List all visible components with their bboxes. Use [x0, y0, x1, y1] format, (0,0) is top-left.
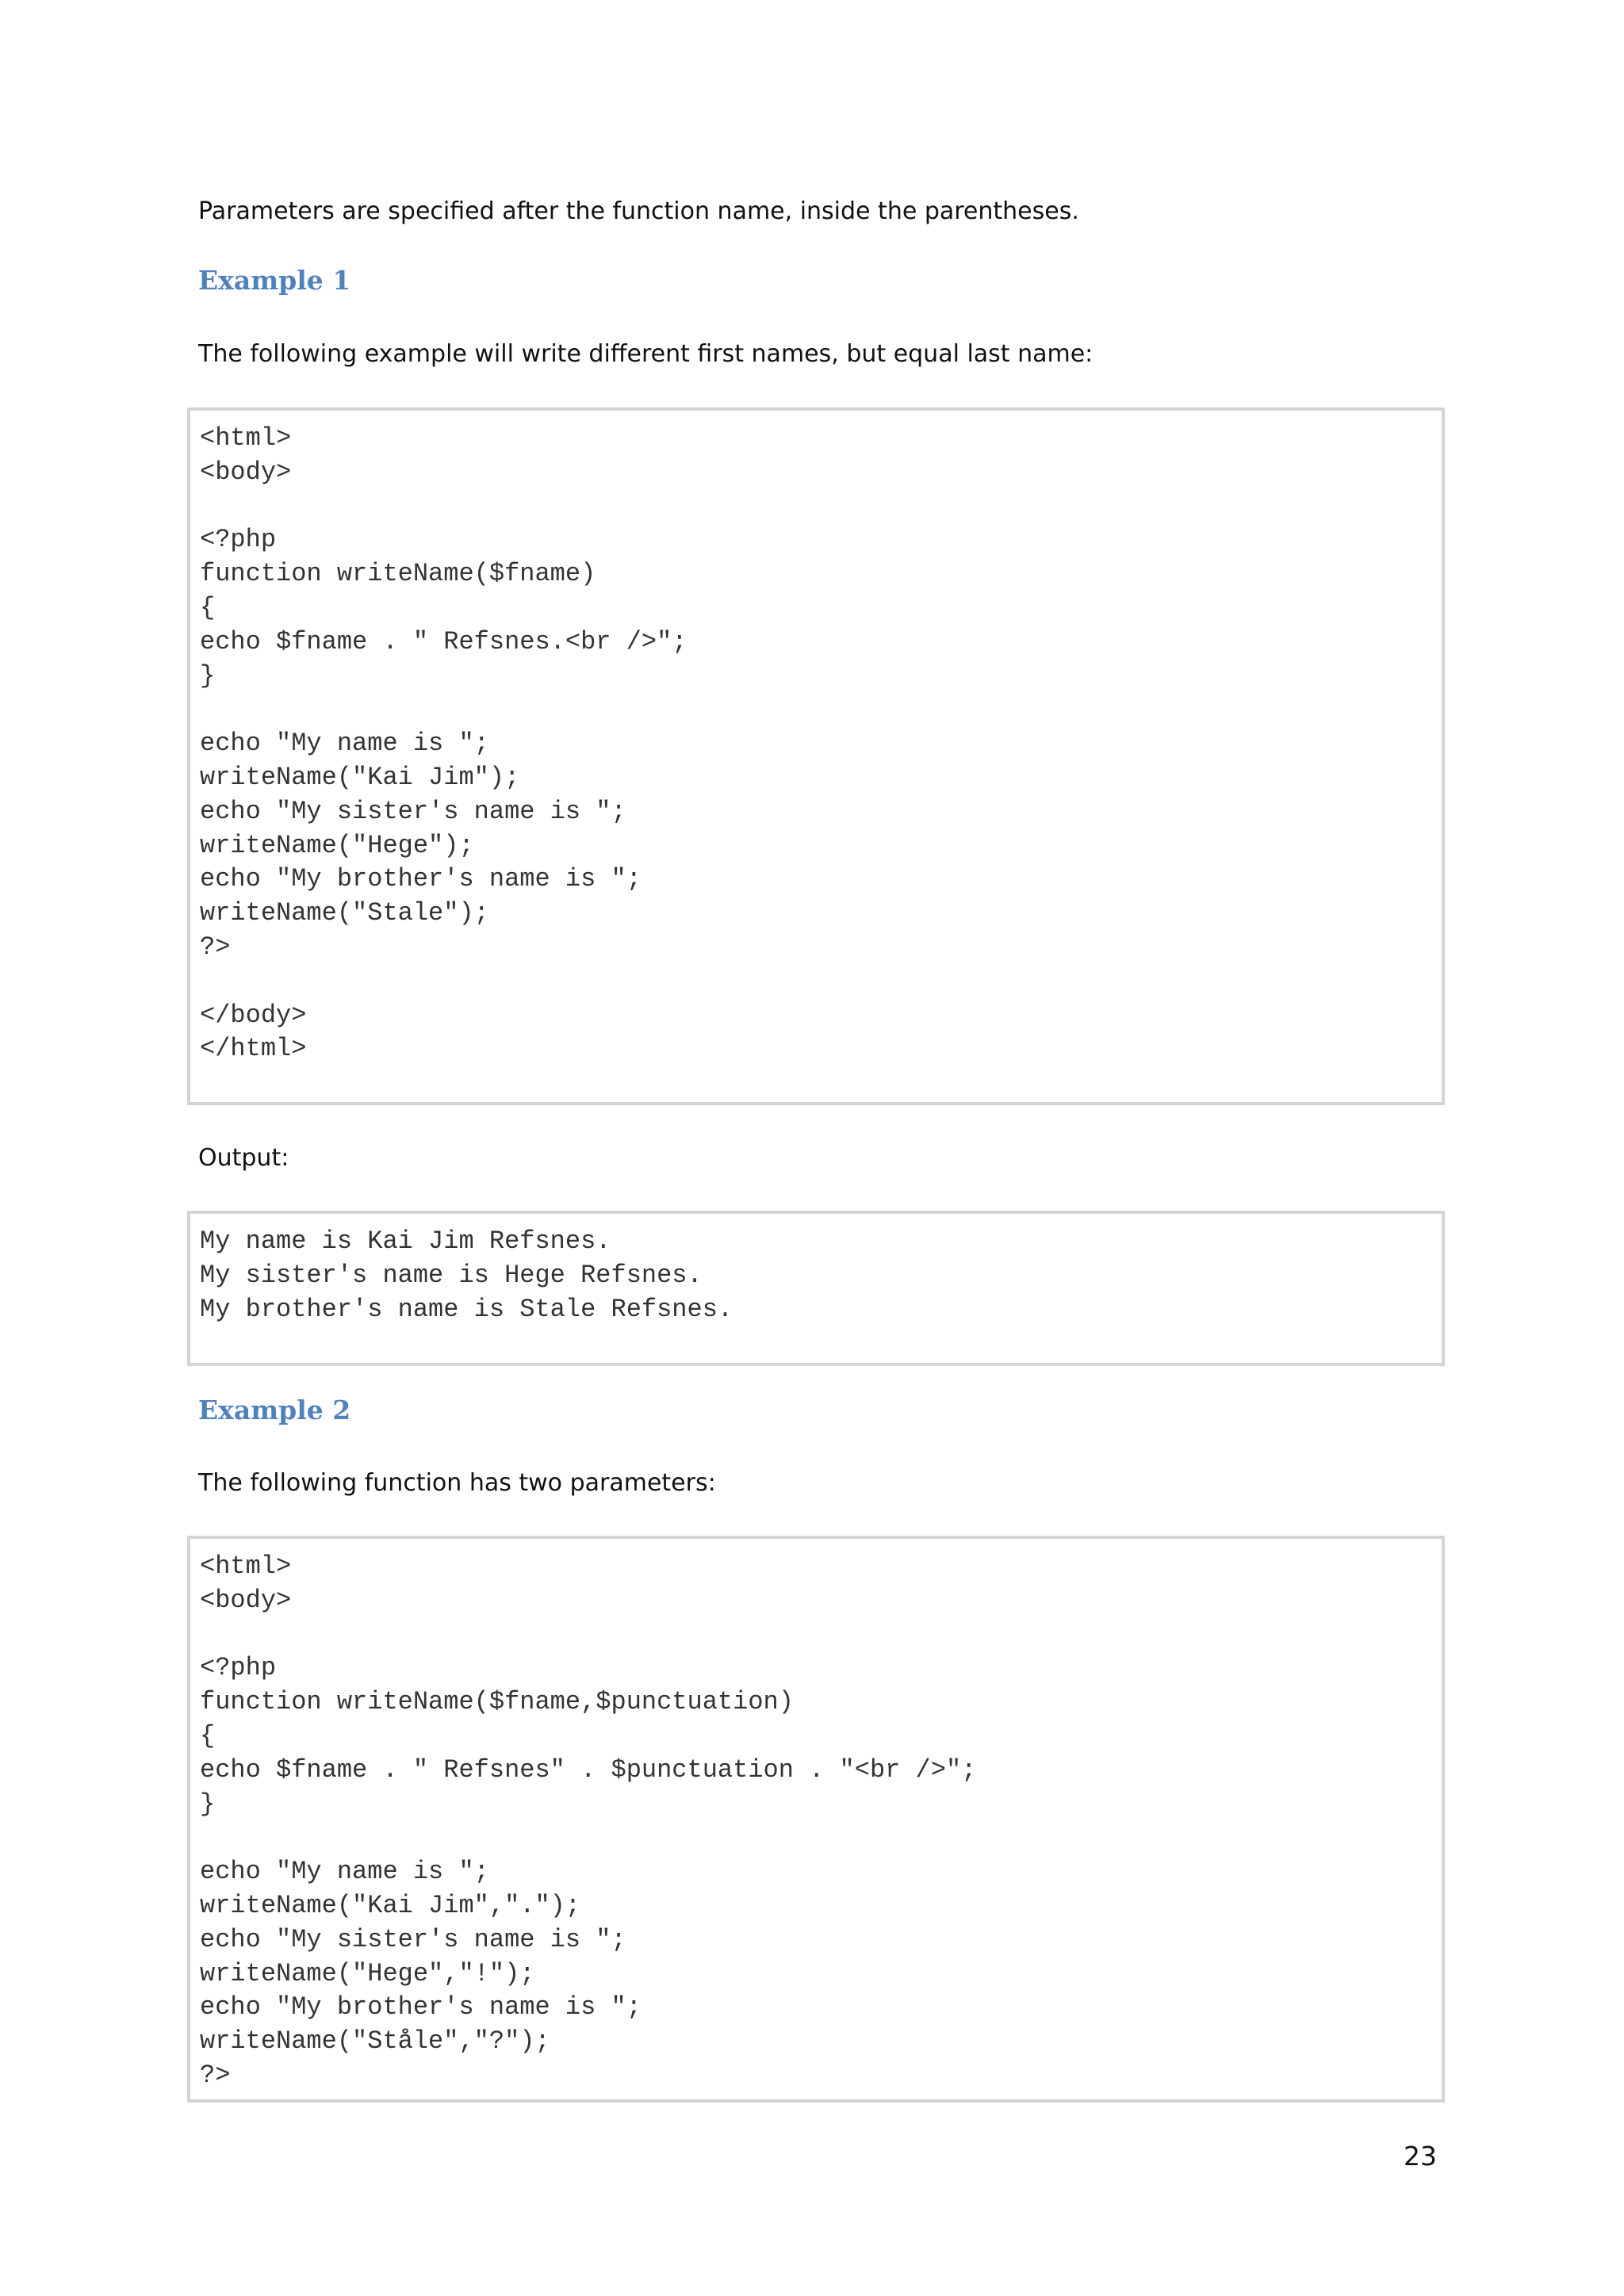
- output-label: Output:: [198, 1144, 289, 1172]
- example-1-description: The following example will write different first names, but equal last name:: [198, 340, 1094, 368]
- intro-paragraph: Parameters are specified after the function name, inside the parentheses.: [198, 197, 1079, 225]
- example-2-description: The following function has two parameters:: [198, 1469, 716, 1497]
- example-2-heading: Example 2: [198, 1395, 351, 1425]
- example-1-output-block: [187, 1211, 1445, 1366]
- example-1-output: My name is Kai Jim Refsnes. My sister's name is Hege Refsnes. My brother's name is Stale Refsnes.: [200, 1226, 733, 1324]
- example-1-code: <html> <body> <?php function writeName($fname) { echo $fname . " Refsnes.<br />"; } echo "My name is "; writeName("Kai Jim"); echo "My sister's name is "; writeName("Hege"); echo "My brother's name is "; writeName("Stale"); ?> </body> </html>: [200, 423, 688, 1064]
- example-2-code: <html> <body> <?php function writeName($fname,$punctuation) { echo $fname . " Refsnes" . $punctuation . "<br />"; } echo "My name is "; writeName("Kai Jim","."); echo "My sister's name is "; writeName("Hege","!"); echo "My brother's name is "; writeName("Ståle","?"); ?>: [200, 1552, 977, 2090]
- example-1-heading: Example 1: [198, 265, 351, 296]
- page-number: 23: [1404, 2141, 1437, 2172]
- example-1-code-block: [187, 408, 1445, 1105]
- example-2-code-block: [187, 1536, 1445, 2103]
